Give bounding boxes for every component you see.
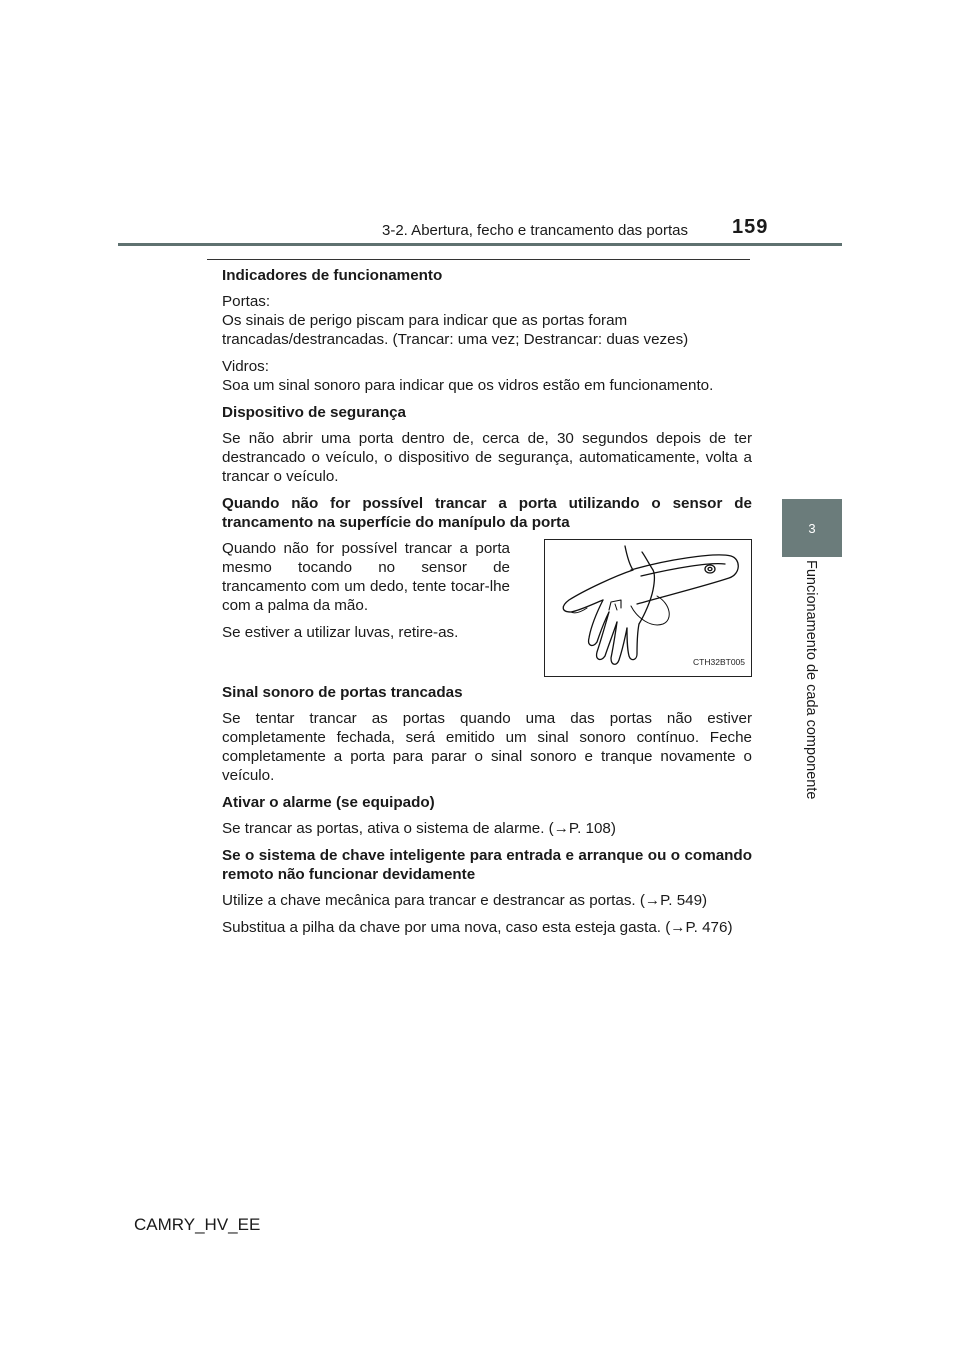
doors-text: Portas: Os sinais de perigo piscam para indicar que as portas foram trancadas/destrancadas. (Trancar: uma vez; Destrancar: duas vezes) [222,293,689,348]
chapter-number: 3 [808,520,816,536]
buzzer-text: Se tentar trancar as portas quando uma das portas não estiver completamente fechada, será emitido um sinal sonoro contínuo. Feche completamente a porta para parar o sinal sonoro e tranque novamente o veículo. [222,710,752,784]
figure-code: CTH32BT005 [693,657,745,667]
windows-text: Vidros: Soa um sinal sonoro para indicar que os vidros estão em funcionamento. [222,358,714,394]
security-text: Se não abrir uma porta dentro de, cerca de, 30 segundos depois de ter destrancado o veículo, o dispositivo de segurança, automaticamente, volta a trancar o veículo. [222,430,752,485]
buzzer-heading: Sinal sonoro de portas trancadas [222,684,463,701]
page-number: 159 [732,216,769,238]
chapter-title: Funcionamento de cada componente [803,560,819,800]
alarm-heading: Ativar o alarme (se equipado) [222,794,435,811]
hand-on-handle-illustration [544,539,752,677]
sensor-text-column [222,539,510,677]
header-divider [118,243,842,246]
sensor-text-1: Quando não for possível trancar a porta mesmo tocando no sensor de trancamento com um dedo, tente tocar-lhe com a palma da mão. [222,540,510,614]
chapter-side-label [782,560,842,810]
smartkey-text-2: Substitua a pilha da chave por uma nova, caso esta esteja gasta. (→P. 476) [222,919,733,936]
smartkey-text-1: Utilize a chave mecânica para trancar e destrancar as portas. (→P. 549) [222,892,708,909]
page-body [222,266,752,945]
model-code: CAMRY_HV_EE [134,1215,261,1234]
sensor-section [222,539,752,677]
section-title: 3-2. Abertura, fecho e trancamento das portas [382,222,689,239]
smartkey-heading: Se o sistema de chave inteligente para entrada e arranque ou o comando remoto não funcionar devidamente [222,847,752,883]
chapter-tab [782,499,842,557]
sensor-text-2: Se estiver a utilizar luvas, retire-as. [222,624,459,641]
security-heading: Dispositivo de segurança [222,404,406,421]
sensor-heading: Quando não for possível trancar a porta utilizando o sensor de trancamento na superfície do manípulo da porta [222,495,752,531]
content-divider [207,259,750,260]
alarm-text: Se trancar as portas, ativa o sistema de alarme. (→P. 108) [222,820,616,837]
operation-heading: Indicadores de funcionamento [222,267,443,284]
